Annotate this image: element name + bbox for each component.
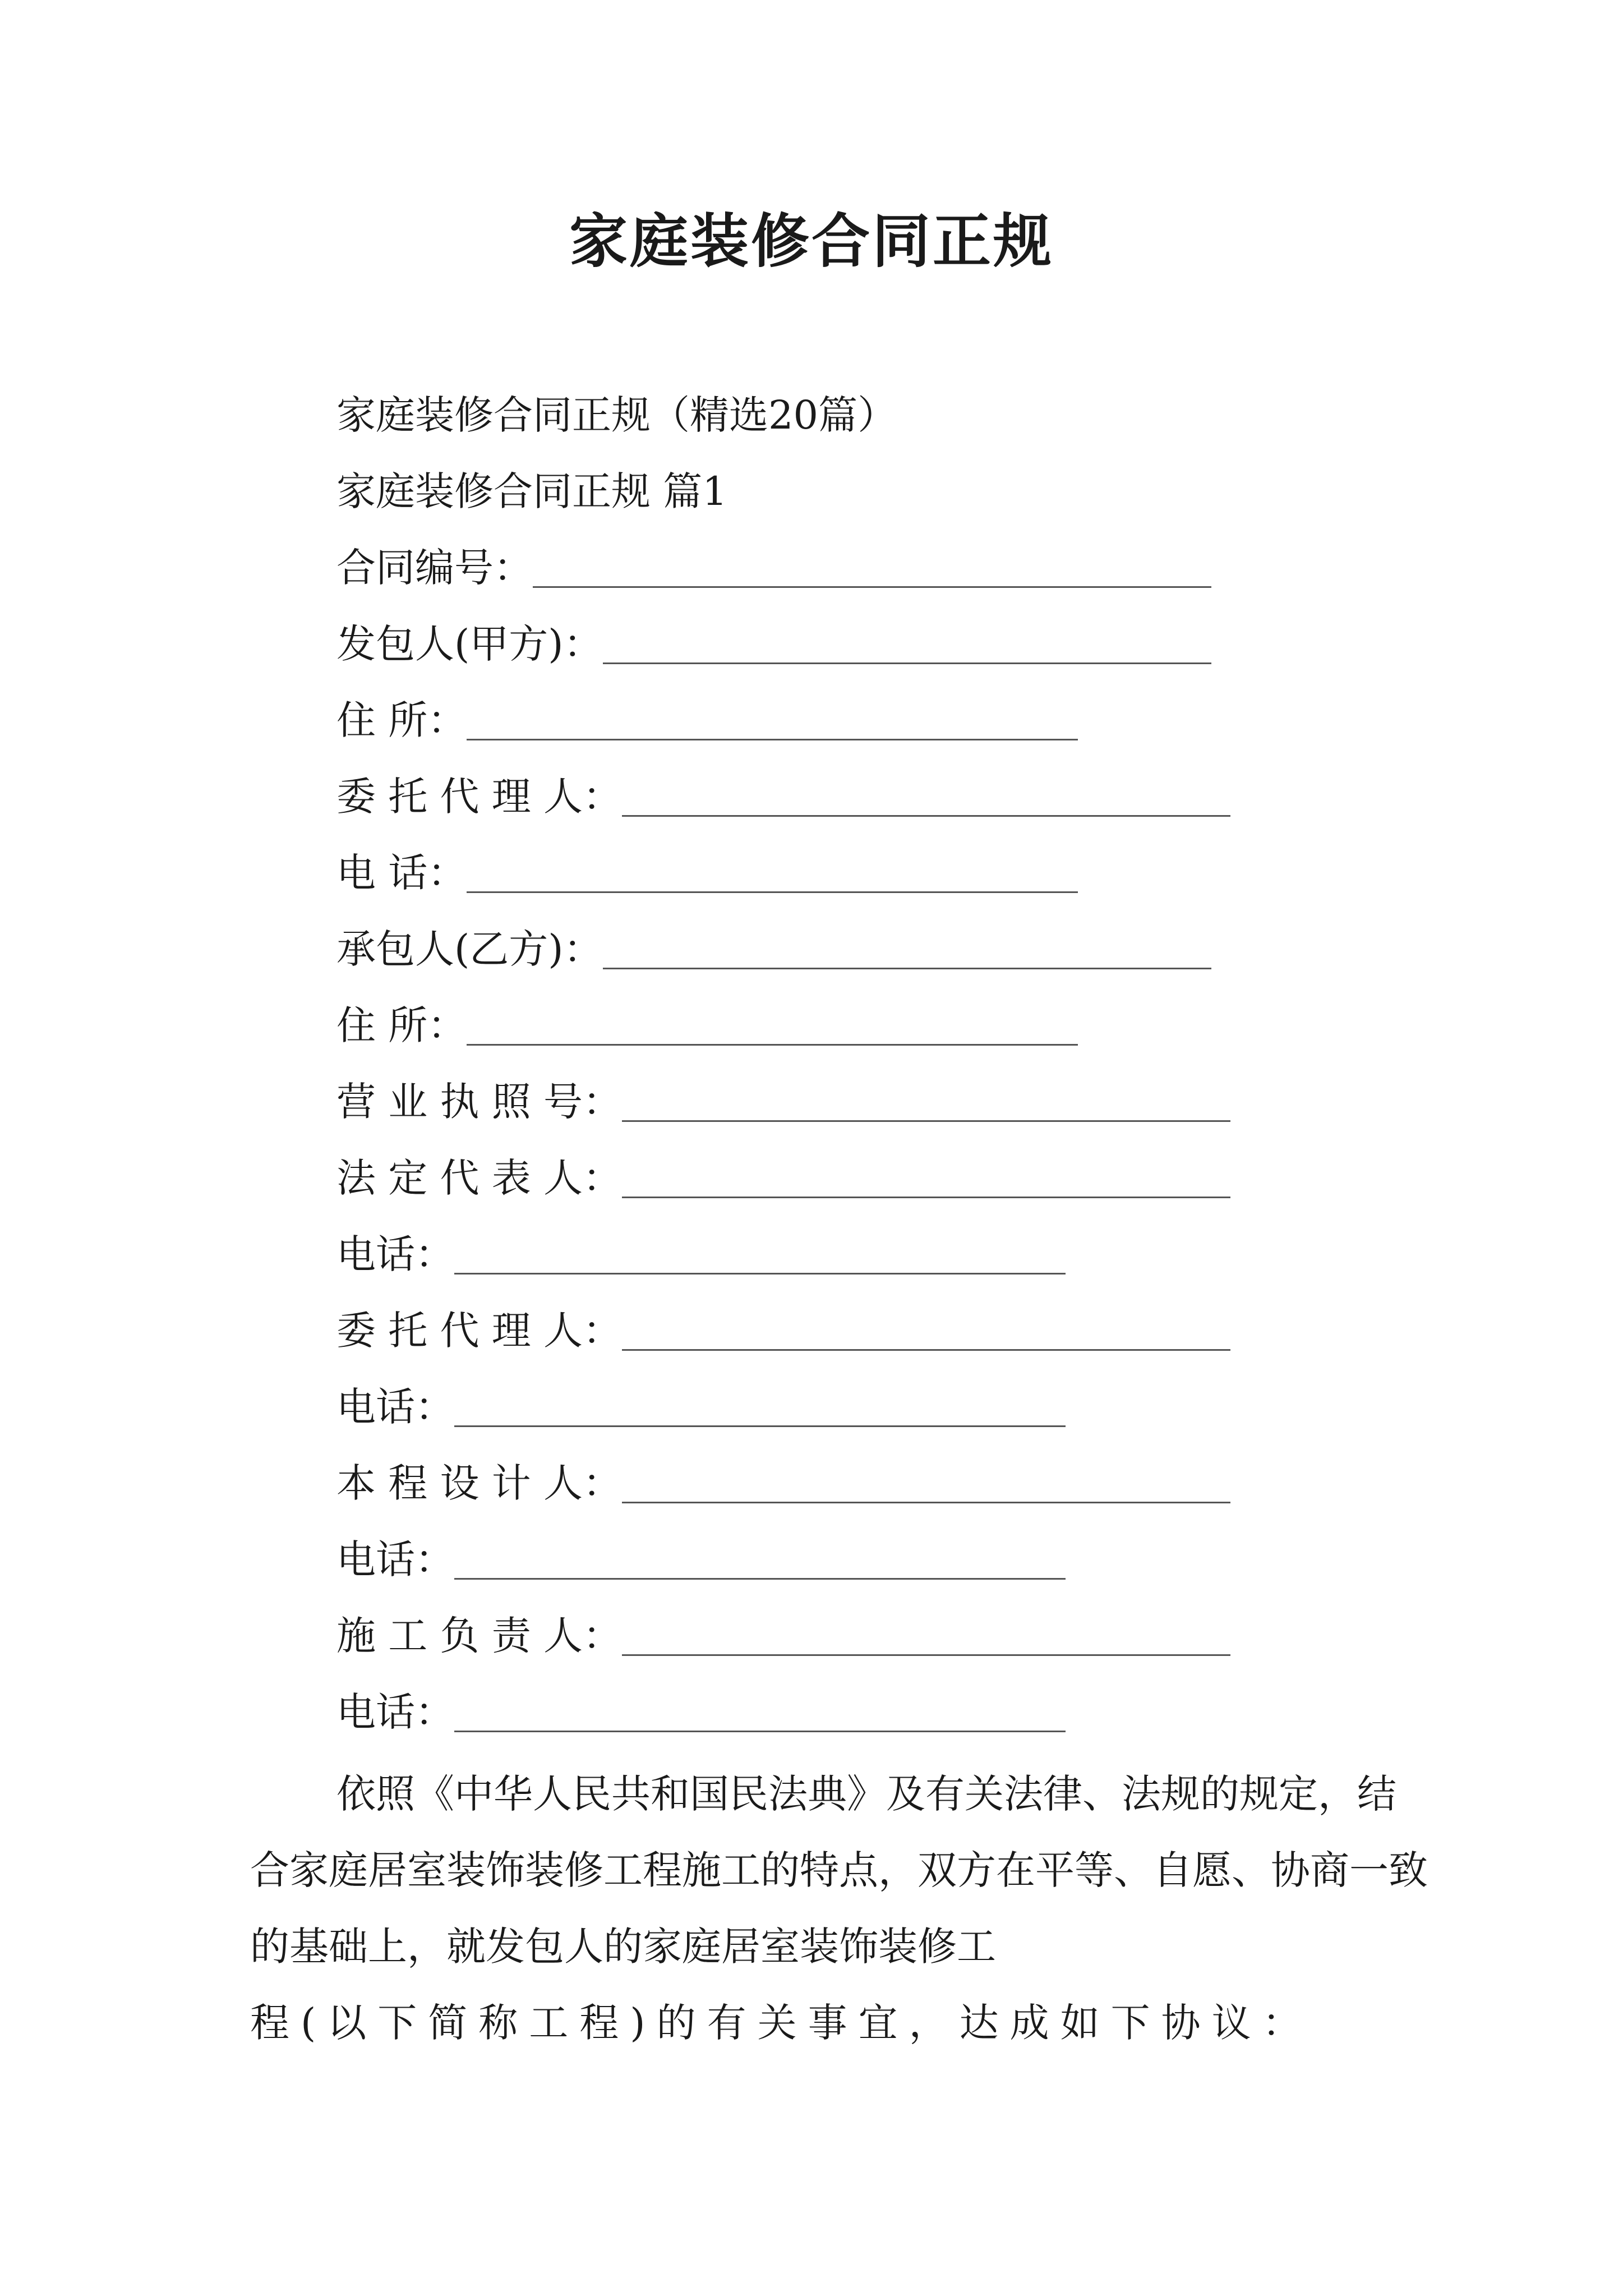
field-label: 电话： — [336, 1536, 454, 1582]
party-b-agent-field — [336, 1303, 1230, 1359]
fill-in-blank — [622, 776, 1230, 817]
field-label: 电话： — [336, 1384, 454, 1430]
fill-in-blank — [603, 623, 1211, 664]
fill-in-blank — [622, 1310, 1230, 1351]
field-label: 电话： — [336, 1231, 454, 1277]
designer-phone-field — [336, 1531, 1066, 1588]
fill-in-blank — [454, 1234, 1066, 1274]
business-license-field — [336, 1074, 1230, 1130]
party-b-agent-phone-field — [336, 1379, 1066, 1435]
fill-in-blank — [454, 1386, 1066, 1427]
fill-in-blank — [622, 1615, 1230, 1656]
fill-in-blank — [467, 700, 1078, 740]
fill-in-blank — [622, 1157, 1230, 1198]
party-b-phone-field — [336, 1226, 1066, 1282]
field-label: 施 工 负 责 人： — [336, 1613, 623, 1659]
construction-manager-phone-field — [336, 1684, 1066, 1740]
document-subtitle: 家庭装修合同正规（精选20篇） — [336, 392, 897, 438]
field-label: 住 所： — [336, 697, 467, 743]
construction-manager-field — [336, 1608, 1230, 1664]
field-label: 委 托 代 理 人： — [336, 1308, 623, 1354]
paragraph-last-line: 程(以下简称工程)的有关事宜，达成如下协议： — [250, 2000, 1313, 2046]
fill-in-blank — [454, 1539, 1066, 1580]
field-label: 委 托 代 理 人： — [336, 774, 623, 820]
field-label: 电 话： — [336, 850, 467, 896]
fill-in-blank — [454, 1691, 1066, 1732]
page-title: 家庭装修合同正规 — [569, 206, 1054, 275]
field-label: 本 程 设 计 人： — [336, 1460, 623, 1506]
field-label: 住 所： — [336, 1002, 467, 1048]
field-label: 电话： — [336, 1689, 454, 1735]
section-heading: 家庭装修合同正规 篇1 — [336, 468, 727, 514]
fill-in-blank — [467, 1005, 1078, 1046]
fill-in-blank — [603, 928, 1211, 969]
fill-in-blank — [622, 1081, 1230, 1122]
paragraph-text: 依照《中华人民共和国民法典》及有关法律、法规的规定，结合家庭居室装饰装修工程施工的特点，双方在平等、自愿、协商一致的基础上，就发包人的家庭居室装饰装修工 — [250, 1771, 1428, 1970]
field-label: 承包人(乙方)： — [336, 926, 603, 972]
preamble-paragraph — [250, 1756, 1428, 2061]
party-a-field — [336, 616, 1211, 672]
field-label: 营 业 执 照 号： — [336, 1079, 623, 1125]
field-label: 合同编号： — [336, 545, 533, 591]
field-label: 法 定 代 表 人： — [336, 1155, 623, 1201]
field-label: 发包人(甲方)： — [336, 621, 603, 667]
party-a-address-field — [336, 692, 1078, 748]
party-b-field — [336, 921, 1211, 977]
party-a-agent-field — [336, 769, 1230, 825]
party-b-address-field — [336, 997, 1078, 1053]
fill-in-blank — [467, 852, 1078, 893]
designer-field — [336, 1455, 1230, 1511]
fill-in-blank — [622, 1462, 1230, 1503]
legal-representative-field — [336, 1150, 1230, 1206]
contract-number-field — [336, 540, 1211, 596]
fill-in-blank — [533, 547, 1211, 588]
party-a-phone-field — [336, 845, 1078, 901]
